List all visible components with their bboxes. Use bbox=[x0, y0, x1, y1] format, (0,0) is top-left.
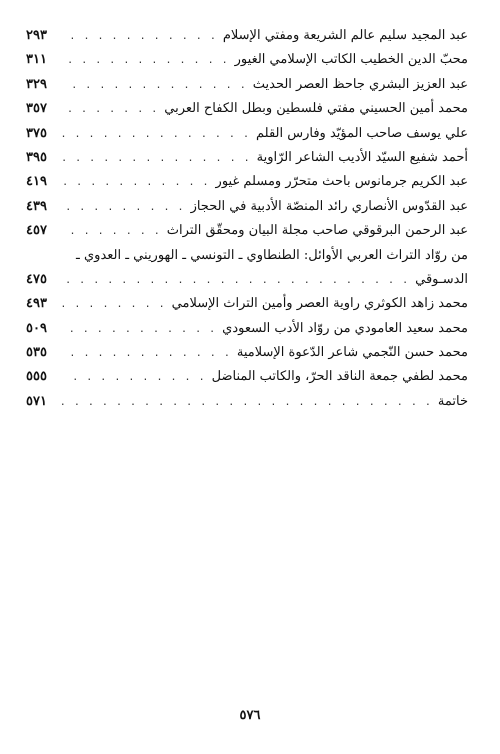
toc-entry-title: عبد الكريم جرمانوس باحث متحرّر ومسلم غيور bbox=[215, 174, 468, 190]
toc-entry-title: عبد المجيد سليم عالم الشريعة ومفتي الإسلام bbox=[222, 28, 468, 43]
toc-entry bbox=[26, 248, 468, 272]
leader-dots bbox=[62, 275, 409, 286]
toc-entry bbox=[26, 296, 468, 320]
leader-dots bbox=[62, 202, 185, 213]
toc-entry-page: ٣١١ bbox=[26, 52, 47, 68]
toc-entry-title: من روّاد التراث العربي الأوائل: الطنطاوي ـ التونسي ـ الهوريني ـ العدوي ـ bbox=[76, 247, 468, 263]
toc-entry-page: ٤٥٧ bbox=[26, 223, 47, 239]
toc-entry-title: أحمد شفيع السيّد الأديب الشاعر الرّاوية bbox=[256, 149, 468, 165]
toc-entry bbox=[26, 394, 468, 418]
toc-entry-page: ٣٢٩ bbox=[26, 76, 47, 92]
page-number: ٥٧٦ bbox=[239, 708, 261, 723]
toc-entry-title: عبد الرحمن البرقوقي صاحب مجلة البيان ومحقّق التراث bbox=[166, 223, 468, 239]
toc-entry bbox=[26, 150, 468, 174]
toc-entry-title: محبّ الدين الخطيب الكاتب الإسلامي الغيور bbox=[234, 52, 468, 68]
toc-entry bbox=[26, 28, 468, 52]
leader-dots bbox=[62, 372, 206, 383]
toc-entry bbox=[26, 126, 468, 150]
leader-dots bbox=[62, 153, 251, 164]
toc-entry-page: ٤٣٩ bbox=[26, 198, 47, 214]
toc-entry bbox=[26, 321, 468, 345]
toc-entry bbox=[26, 52, 468, 76]
toc-entry-page: ٣٩٥ bbox=[26, 149, 47, 165]
toc-entry-page: ٤١٩ bbox=[26, 174, 47, 190]
leader-dots bbox=[62, 177, 210, 188]
toc-entry-title: محمد حسن النّجمي شاعر الدّعوة الإسلامية bbox=[236, 345, 468, 361]
leader-dots bbox=[62, 324, 216, 335]
toc-entry bbox=[26, 174, 468, 198]
leader-dots bbox=[62, 104, 158, 115]
leader-dots bbox=[62, 397, 432, 408]
toc-entry-title: محمد زاهد الكوثري راوية العصر وأمين التراث الإسلامي bbox=[171, 296, 468, 312]
toc-entry bbox=[26, 199, 468, 223]
toc-entry-title: علي يوسف صاحب المؤيّد وفارس القلم bbox=[256, 125, 468, 141]
toc-entry-title: محمد أمين الحسيني مفتي فلسطين وبطل الكفاح العربي bbox=[164, 101, 468, 117]
toc-entry-page: ٥٠٩ bbox=[26, 320, 47, 336]
leader-dots bbox=[62, 299, 166, 310]
toc-entry-page: ٥٥٥ bbox=[26, 369, 47, 385]
toc-entry-title: خاتمة bbox=[437, 393, 468, 409]
toc-entry bbox=[26, 345, 468, 369]
toc-entry-page: ٥٣٥ bbox=[26, 345, 47, 361]
leader-dots bbox=[62, 348, 231, 359]
toc-entry bbox=[26, 101, 468, 125]
leader-dots bbox=[62, 129, 250, 140]
leader-dots bbox=[62, 31, 217, 42]
table-of-contents bbox=[26, 28, 468, 418]
toc-entry bbox=[26, 77, 468, 101]
toc-entry-title: عبد القدّوس الأنصاري رائد المنصّة الأدبية في الحجاز bbox=[190, 198, 468, 214]
toc-entry-page: ٤٩٣ bbox=[26, 296, 47, 312]
toc-entry-title: محمد لطفي جمعة الناقد الحرّ، والكاتب المناضل bbox=[211, 369, 468, 385]
toc-entry bbox=[26, 272, 468, 296]
toc-entry-page: ٣٥٧ bbox=[26, 101, 47, 117]
toc-entry bbox=[26, 369, 468, 393]
toc-entry-page: ٤٧٥ bbox=[26, 271, 47, 287]
toc-entry-page: ٣٧٥ bbox=[26, 125, 47, 141]
toc-entry-title: عبد العزيز البشري جاحظ العصر الحديث bbox=[252, 76, 468, 92]
toc-entry-page: ٢٩٣ bbox=[26, 28, 47, 43]
leader-dots bbox=[62, 80, 247, 91]
toc-entry bbox=[26, 223, 468, 247]
toc-entry-title: الدسـوقي bbox=[415, 271, 468, 287]
leader-dots bbox=[62, 226, 161, 237]
toc-entry-title: محمد سعيد العامودي من روّاد الأدب السعودي bbox=[222, 320, 468, 336]
toc-entry-page: ٥٧١ bbox=[26, 393, 47, 409]
leader-dots bbox=[62, 55, 229, 66]
